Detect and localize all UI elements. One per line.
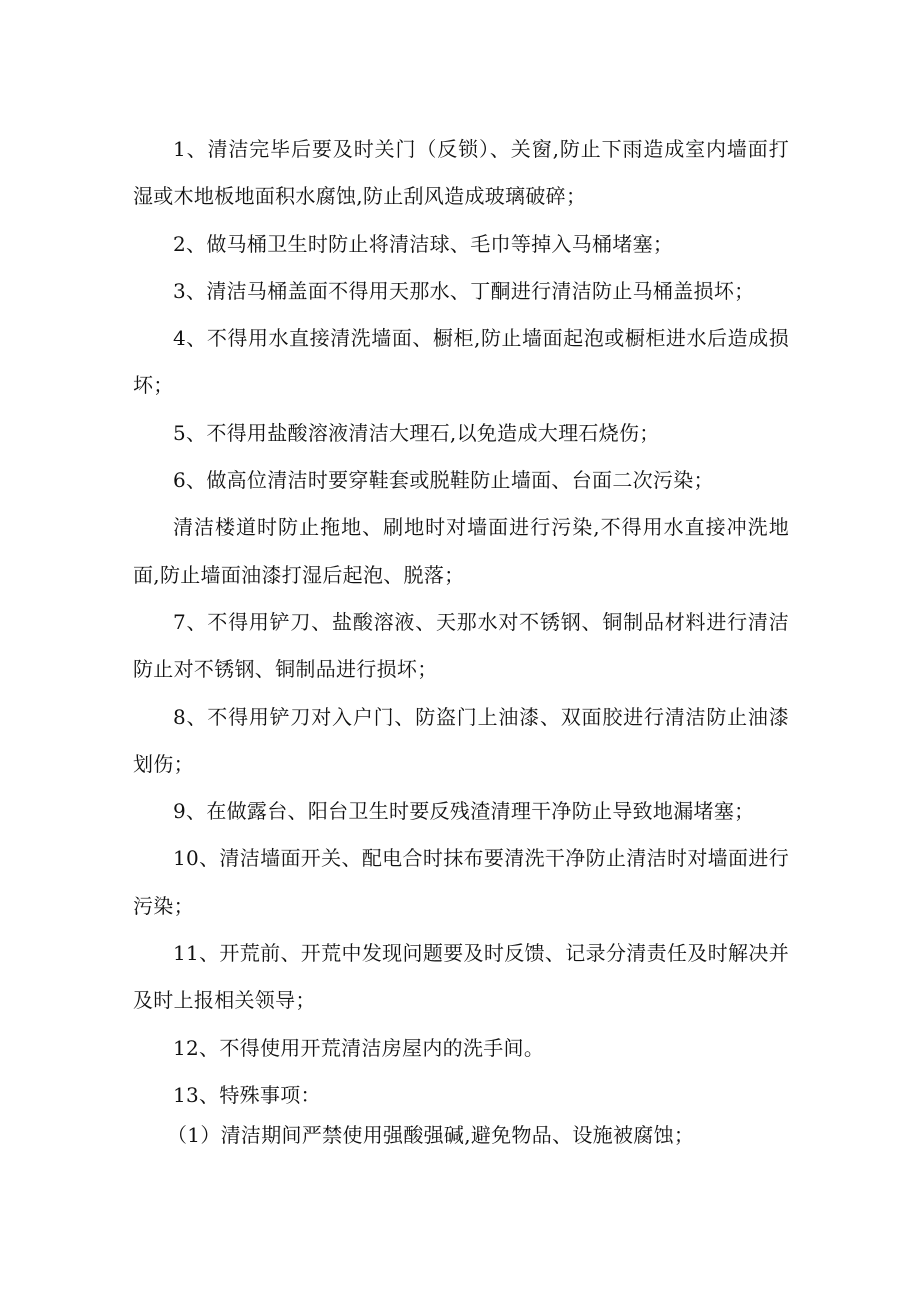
paragraph-5: 5、不得用盐酸溶液清洁大理石,以免造成大理石烧伤；	[173, 420, 660, 445]
paragraph-3: 3、清洁马桶盖面不得用天那水、丁酮进行清洁防止马桶盖损坏；	[173, 278, 755, 303]
paragraph-1: 1、清洁完毕后要及时关门（反锁）、关窗,防止下雨造成室内墙面打湿或木地板地面积水腐蚀,防止刮风造成玻璃破碎；	[133, 137, 789, 209]
document-body	[133, 126, 789, 1151]
paragraph-8: 8、不得用铲刀对入户门、防盗门上油漆、双面胶进行清洁防止油漆划伤；	[133, 704, 789, 776]
paragraph-13-heading: 13、特殊事项：	[173, 1082, 321, 1107]
paragraph-6: 6、做高位清洁时要穿鞋套或脱鞋防止墙面、台面二次污染；	[173, 468, 714, 493]
paragraph-10: 10、清洁墙面开关、配电合时抹布要清洗干净防止清洁时对墙面进行污染；	[133, 846, 789, 918]
paragraph-13-item-1: （1）清洁期间严禁使用强酸强碱,避免物品、设施被腐蚀；	[167, 1123, 695, 1148]
paragraph-7: 7、不得用铲刀、盐酸溶液、天那水对不锈钢、铜制品材料进行清洁防止对不锈钢、铜制品进行损坏；	[133, 609, 789, 682]
paragraph-12: 12、不得使用开荒清洁房屋内的洗手间。	[173, 1035, 545, 1060]
paragraph-9: 9、在做露台、阳台卫生时要反残渣清理干净防止导致地漏堵塞；	[173, 799, 755, 824]
paragraph-11: 11、开荒前、开荒中发现问题要及时反馈、记录分清责任及时解决并及时上报相关领导；	[133, 941, 789, 1013]
paragraph-2: 2、做马桶卫生时防止将清洁球、毛巾等掉入马桶堵塞；	[173, 231, 674, 256]
paragraph-4: 4、不得用水直接清洗墙面、橱柜,防止墙面起泡或橱柜进水后造成损坏；	[133, 326, 789, 398]
paragraph-stairway: 清洁楼道时防止拖地、刷地时对墙面进行污染,不得用水直接冲洗地面,防止墙面油漆打湿后起泡、脱落；	[133, 515, 789, 587]
